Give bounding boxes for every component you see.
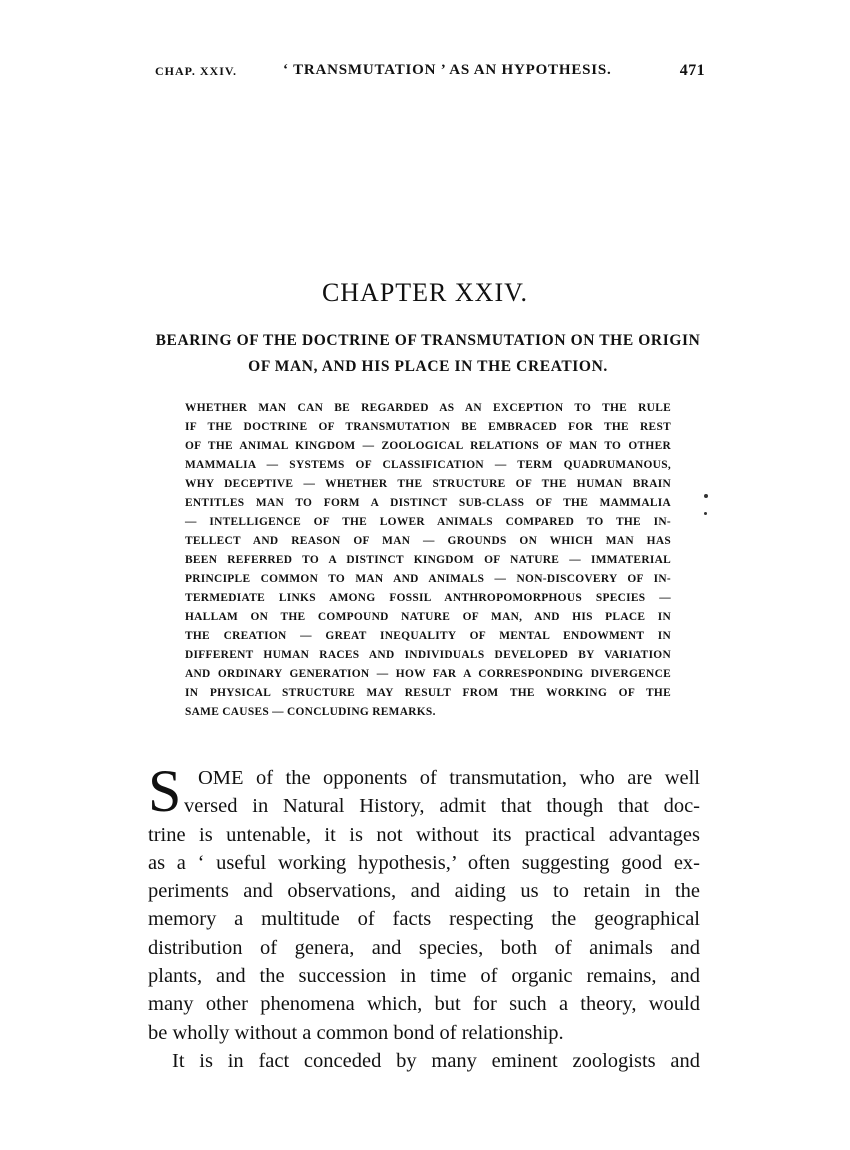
synopsis-line: IN PHYSICAL STRUCTURE MAY RESULT FROM THE WORKING OF THE (185, 687, 671, 699)
synopsis-line: PRINCIPLE COMMON TO MAN AND ANIMALS — NON-DISCOVERY OF IN- (185, 573, 671, 585)
body-line: memory a multitude of facts respecting the geographical (148, 908, 700, 931)
body-line: OME of the opponents of transmutation, who are well (198, 767, 700, 789)
synopsis-line: OF THE ANIMAL KINGDOM — ZOOLOGICAL RELATIONS OF MAN TO OTHER (185, 440, 671, 452)
synopsis-line: MAMMALIA — SYSTEMS OF CLASSIFICATION — TERM QUADRUMANOUS, (185, 459, 671, 471)
chapter-subtitle-line: BEARING OF THE DOCTRINE OF TRANSMUTATION ON THE ORIGIN (155, 332, 701, 349)
synopsis-line: WHY DECEPTIVE — WHETHER THE STRUCTURE OF THE HUMAN BRAIN (185, 478, 671, 490)
page-number: 471 (679, 62, 705, 79)
header-chapter-ref: CHAP. XXIV. (155, 64, 238, 78)
body-line: many other phenomena which, but for such a theory, would (148, 993, 700, 1016)
chapter-subtitle-line: OF MAN, AND HIS PLACE IN THE CREATION. (248, 358, 608, 375)
body-line: as a ‘ useful working hypothesis,’ often suggesting good ex- (148, 851, 700, 874)
synopsis-line: — INTELLIGENCE OF THE LOWER ANIMALS COMPARED TO THE IN- (185, 516, 671, 528)
chapter-subtitle (148, 328, 708, 380)
opening-paragraph-start (148, 758, 700, 824)
body-text (148, 758, 700, 1075)
body-line: distribution of genera, and species, both of animals and (148, 936, 700, 959)
synopsis-line: DIFFERENT HUMAN RACES AND INDIVIDUALS DEVELOPED BY VARIATION (185, 649, 671, 661)
body-line: versed in Natural History, admit that though that doc- (184, 795, 700, 818)
chapter-title: CHAPTER XXIV. (321, 278, 529, 307)
chapter-synopsis (185, 399, 671, 722)
synopsis-line: AND ORDINARY GENERATION — HOW FAR A CORRESPONDING DIVERGENCE (185, 668, 671, 680)
header-section-title: ‘ TRANSMUTATION ’ AS AN HYPOTHESIS. (283, 62, 612, 78)
body-line: It is in fact conceded by many eminent zoologists and (172, 1049, 700, 1072)
body-line: be wholly without a common bond of relationship. (148, 1021, 564, 1044)
synopsis-line: ENTITLES MAN TO FORM A DISTINCT SUB-CLASS OF THE MAMMALIA (185, 497, 671, 509)
synopsis-line: TERMEDIATE LINKS AMONG FOSSIL ANTHROPOMORPHOUS SPECIES — (185, 592, 671, 604)
synopsis-line: TELLECT AND REASON OF MAN — GROUNDS ON WHICH MAN HAS (185, 535, 671, 547)
drop-cap: S (148, 758, 182, 824)
synopsis-line: BEEN REFERRED TO A DISTINCT KINGDOM OF NATURE — IMMATERIAL (185, 554, 671, 566)
margin-dot (704, 512, 707, 515)
synopsis-line: IF THE DOCTRINE OF TRANSMUTATION BE EMBRACED FOR THE REST (185, 421, 671, 433)
synopsis-line: SAME CAUSES — CONCLUDING REMARKS. (185, 706, 436, 718)
running-header (155, 62, 715, 86)
body-line: plants, and the succession in time of organic remains, and (148, 965, 700, 988)
synopsis-line: WHETHER MAN CAN BE REGARDED AS AN EXCEPTION TO THE RULE (185, 402, 671, 414)
synopsis-line: THE CREATION — GREAT INEQUALITY OF MENTAL ENDOWMENT IN (185, 630, 671, 642)
margin-dot (704, 494, 708, 498)
body-line: trine is untenable, it is not without its practical advantages (148, 823, 700, 846)
body-line: periments and observations, and aiding us to retain in the (148, 880, 700, 903)
synopsis-line: HALLAM ON THE COMPOUND NATURE OF MAN, AND HIS PLACE IN (185, 611, 671, 623)
